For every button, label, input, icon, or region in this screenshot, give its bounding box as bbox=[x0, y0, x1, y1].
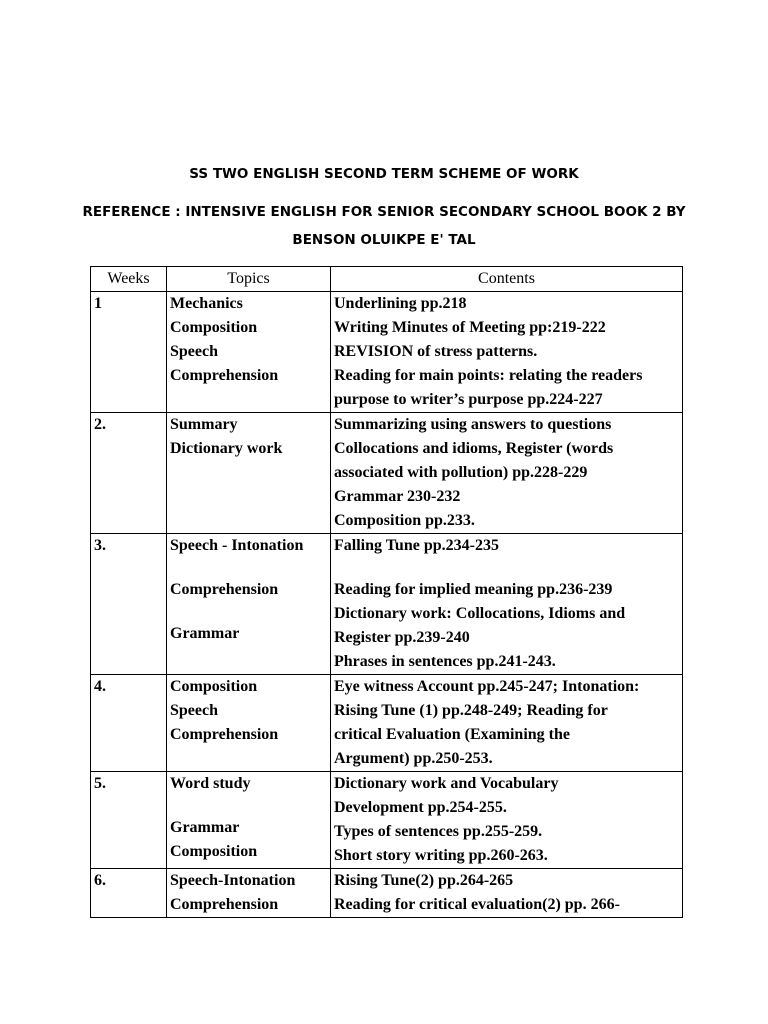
topic-item: Comprehension bbox=[170, 581, 279, 598]
topic-item: Comprehension bbox=[170, 896, 279, 913]
content-line: Short story writing pp.260-263. bbox=[334, 847, 548, 864]
topic-item: Comprehension bbox=[170, 367, 279, 384]
topic-item: Grammar bbox=[170, 625, 240, 642]
reference-line-1: REFERENCE : INTENSIVE ENGLISH FOR SENIOR SECONDARY SCHOOL BOOK 2 BY bbox=[82, 204, 686, 220]
content-line: Dictionary work and Vocabulary bbox=[334, 775, 559, 792]
topics-cell bbox=[167, 534, 331, 675]
content-line: REVISION of stress patterns. bbox=[334, 343, 538, 360]
week-cell: 4. bbox=[91, 675, 167, 772]
topic-item: Mechanics bbox=[170, 295, 243, 312]
table-header-row bbox=[91, 267, 683, 292]
topic-item: Speech - Intonation bbox=[170, 537, 304, 554]
document-title: SS TWO ENGLISH SECOND TERM SCHEME OF WORK bbox=[189, 166, 579, 182]
spacer bbox=[334, 558, 679, 578]
content-line: Underlining pp.218 bbox=[334, 295, 467, 312]
table-row bbox=[91, 292, 683, 413]
topics-cell bbox=[167, 675, 331, 772]
spacer bbox=[170, 558, 327, 578]
topics-cell bbox=[167, 869, 331, 918]
topic-item: Composition bbox=[170, 843, 258, 860]
content-line: Argument) pp.250-253. bbox=[334, 750, 493, 767]
content-line: Writing Minutes of Meeting pp:219-222 bbox=[334, 319, 606, 336]
content-line: Reading for critical evaluation(2) pp. 266- bbox=[334, 896, 620, 913]
week-cell: 2. bbox=[91, 413, 167, 534]
contents-cell bbox=[331, 534, 683, 675]
topic-item: Speech bbox=[170, 702, 218, 719]
content-line: Rising Tune(2) pp.264-265 bbox=[334, 872, 514, 889]
header-topics: Topics bbox=[167, 267, 331, 292]
spacer bbox=[170, 602, 327, 622]
table-row bbox=[91, 534, 683, 675]
topic-item: Word study bbox=[170, 775, 251, 792]
scheme-of-work-table bbox=[90, 266, 683, 918]
table-row bbox=[91, 869, 683, 918]
header-weeks: Weeks bbox=[91, 267, 167, 292]
content-line: associated with pollution) pp.228-229 bbox=[334, 464, 588, 481]
content-line: Reading for implied meaning pp.236-239 bbox=[334, 581, 613, 598]
content-line: Types of sentences pp.255-259. bbox=[334, 823, 543, 840]
content-line: Rising Tune (1) pp.248-249; Reading for bbox=[334, 702, 608, 719]
contents-cell bbox=[331, 772, 683, 869]
content-line: purpose to writer’s purpose pp.224-227 bbox=[334, 391, 603, 408]
topic-item: Composition bbox=[170, 319, 258, 336]
content-line: Dictionary work: Collocations, Idioms and bbox=[334, 605, 626, 622]
content-line: Phrases in sentences pp.241-243. bbox=[334, 653, 556, 670]
topic-item: Speech-Intonation bbox=[170, 872, 296, 889]
table-row bbox=[91, 772, 683, 869]
contents-cell bbox=[331, 292, 683, 413]
contents-cell bbox=[331, 869, 683, 918]
content-line: Falling Tune pp.234-235 bbox=[334, 537, 499, 554]
topic-item: Composition bbox=[170, 678, 258, 695]
contents-cell bbox=[331, 413, 683, 534]
table-row bbox=[91, 413, 683, 534]
topic-item: Speech bbox=[170, 343, 218, 360]
spacer bbox=[170, 796, 327, 816]
table-row bbox=[91, 675, 683, 772]
topic-item: Grammar bbox=[170, 819, 240, 836]
week-cell: 5. bbox=[91, 772, 167, 869]
header-contents: Contents bbox=[331, 267, 683, 292]
content-line: Composition pp.233. bbox=[334, 512, 475, 529]
content-line: Reading for main points: relating the readers bbox=[334, 367, 643, 384]
content-line: Eye witness Account pp.245-247; Intonation: bbox=[334, 678, 640, 695]
content-line: critical Evaluation (Examining the bbox=[334, 726, 570, 743]
week-cell: 3. bbox=[91, 534, 167, 675]
topic-item: Dictionary work bbox=[170, 440, 283, 457]
topic-item: Summary bbox=[170, 416, 238, 433]
contents-cell bbox=[331, 675, 683, 772]
week-cell: 1 bbox=[91, 292, 167, 413]
content-line: Summarizing using answers to questions bbox=[334, 416, 612, 433]
topics-cell bbox=[167, 413, 331, 534]
topics-cell bbox=[167, 292, 331, 413]
content-line: Collocations and idioms, Register (words bbox=[334, 440, 614, 457]
topic-item: Comprehension bbox=[170, 726, 279, 743]
content-line: Grammar 230-232 bbox=[334, 488, 461, 505]
reference-line-2: BENSON OLUIKPE E' TAL bbox=[292, 232, 476, 248]
content-line: Development pp.254-255. bbox=[334, 799, 507, 816]
content-line: Register pp.239-240 bbox=[334, 629, 470, 646]
topics-cell bbox=[167, 772, 331, 869]
week-cell: 6. bbox=[91, 869, 167, 918]
